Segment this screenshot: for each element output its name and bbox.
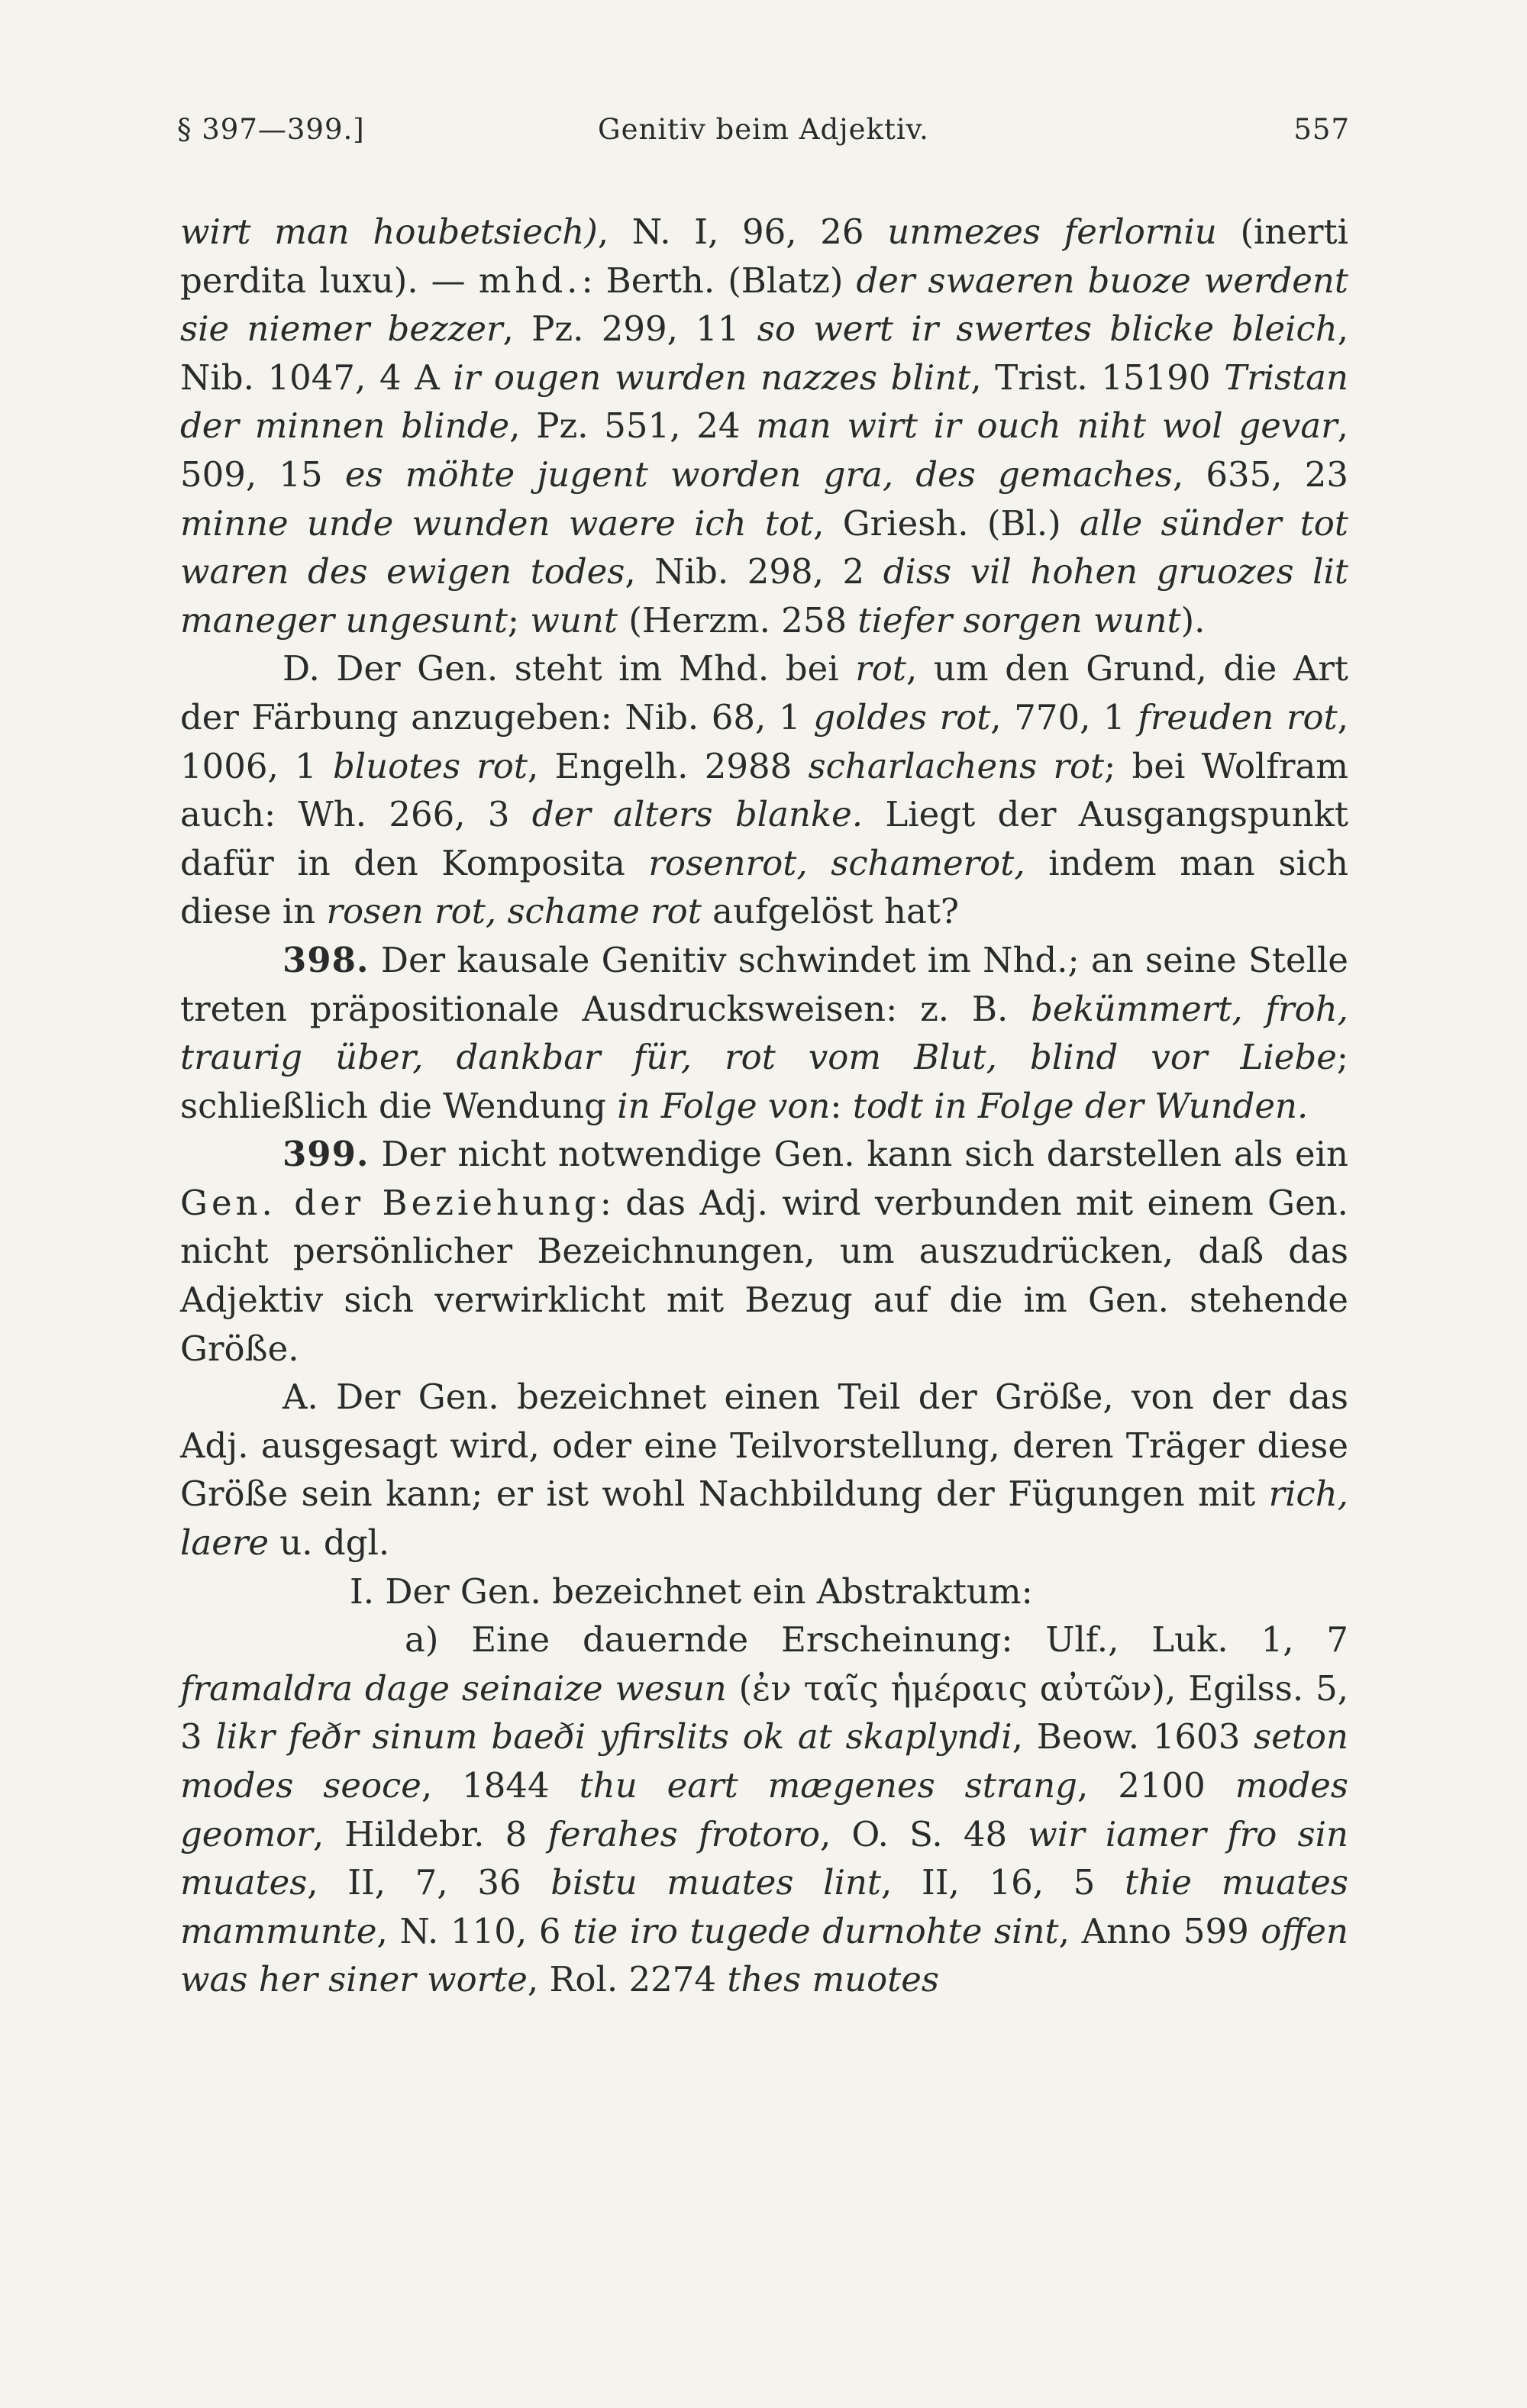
- citation-text: so wert ir swertes blicke bleich: [757, 308, 1338, 350]
- text-run: , 635, 23: [1172, 454, 1348, 495]
- citation-text: es möhte jugent worden gra, des gemaches: [344, 454, 1173, 495]
- page-body: [180, 208, 1348, 2004]
- citation-text: minne unde wunden waere ich tot: [180, 502, 814, 544]
- text-run: : das Adj. wird verbunden mit einem Gen. nicht persönlicher Bezeichnungen, um auszudrücken, daß das Adjektiv sich verwirklicht mit Bezug auf die im Gen. stehende Größe.: [180, 1182, 1348, 1369]
- text-run: , Engelh. 2988: [527, 745, 809, 786]
- citation-text: tie iro tugede durnohte sint: [573, 1910, 1059, 1951]
- text-run: :: [830, 1085, 853, 1126]
- text-run: : Berth. (Blatz): [581, 260, 857, 301]
- text-run: a) Eine dauernde Erscheinung: Ulf., Luk. 1, 7: [405, 1619, 1348, 1661]
- spaced-term: mhd.: [478, 260, 582, 301]
- paragraph-a: [180, 1373, 1348, 1567]
- section-number: 399.: [282, 1134, 370, 1175]
- text-run: (inerti perdita luxu). —: [180, 211, 1348, 301]
- text-run: , 770, 1: [990, 696, 1138, 738]
- citation-text: rosenrot, schamerot,: [648, 842, 1025, 883]
- citation-text: bistu muates lint: [550, 1862, 882, 1903]
- citation-text: Tristan der minnen blinde: [180, 357, 1348, 447]
- citation-text: modes geomor: [180, 1765, 1349, 1854]
- text-run: Der nicht notwendige Gen. kann sich darstellen als ein: [369, 1134, 1348, 1175]
- text-run: , um den Grund, die Art der Färbung anzugeben: Nib. 68, 1: [180, 648, 1348, 738]
- spaced-term: Gen. der Beziehung: [180, 1182, 600, 1223]
- text-run: , II, 7, 36: [307, 1862, 551, 1903]
- text-run: Liegt der Ausgangspunkt dafür in den Komposita: [180, 794, 1348, 883]
- citation-text: rosen rot, schame rot: [326, 891, 702, 932]
- text-run: u. dgl.: [269, 1522, 390, 1564]
- text-run: , N. 110, 6: [376, 1910, 573, 1951]
- citation-text: alle sünder tot waren des ewigen todes: [180, 502, 1348, 592]
- text-run: , Beow. 1603: [1012, 1716, 1254, 1758]
- section-399: [180, 1130, 1348, 1373]
- citation-text: diss vil hohen gruozes lit maneger ungesunt: [180, 551, 1348, 641]
- text-run: I. Der Gen. bezeichnet ein Abstraktum:: [350, 1570, 1033, 1612]
- page-number: 557: [1293, 113, 1350, 146]
- text-run: , 509, 15: [180, 405, 1348, 495]
- citation-text: wir iamer fro sin muates: [180, 1813, 1348, 1903]
- text-run: , Hildebr. 8: [312, 1813, 548, 1854]
- text-run: , Trist. 15190: [970, 357, 1225, 398]
- citation-text: wunt: [530, 599, 618, 641]
- text-run: Der kausale Genitiv schwindet im Nhd.; an seine Stelle treten präpositionale Ausdrucksweisen: z. B.: [180, 939, 1348, 1029]
- text-run: , O. S. 48: [819, 1813, 1028, 1854]
- text-run: indem man sich diese in: [180, 842, 1349, 932]
- text-run: , II, 16, 5: [881, 1862, 1125, 1903]
- citation-text: todt in Folge der Wunden.: [852, 1085, 1309, 1126]
- text-run: , Griesh. (Bl.): [813, 502, 1080, 544]
- text-run: (Herzm. 258: [617, 599, 858, 641]
- text-run: ;: [507, 599, 531, 641]
- text-run: ; bei Wolfram auch: Wh. 266, 3: [180, 745, 1348, 835]
- text-run: , Nib. 298, 2: [625, 551, 883, 592]
- citation-text: seton modes seoce: [180, 1716, 1349, 1806]
- running-title: Genitiv beim Adjektiv.: [598, 113, 929, 146]
- citation-text: der alters blanke.: [531, 794, 864, 835]
- paragraph-d: [180, 644, 1348, 936]
- citation-text: rot: [855, 648, 906, 689]
- text-run: , 1844: [421, 1765, 579, 1806]
- text-run: , Pz. 299, 11: [502, 308, 757, 350]
- citation-text: bekümmert, froh, traurig über, dankbar für, rot vom Blut, blind vor Liebe: [180, 988, 1348, 1078]
- text-run: , N. I, 96, 26: [597, 211, 888, 252]
- running-header: [177, 113, 1350, 159]
- text-run: , Rol. 2274: [527, 1959, 728, 2000]
- section-398: [180, 936, 1348, 1130]
- citation-text: freuden rot: [1138, 696, 1338, 738]
- text-run: A. Der Gen. bezeichnet einen Teil der Größe, von der das Adj. ausgesagt wird, oder eine Teilvorstellung, deren Träger diese Größe sein kann; er ist wohl Nachbildung der Fügungen mit: [180, 1377, 1348, 1515]
- citation-text: unmezes ferlorniu: [887, 211, 1217, 252]
- text-run: ; schließlich die Wendung: [180, 1037, 1348, 1126]
- citation-text: framaldra dage seinaize wesun: [180, 1667, 727, 1709]
- text-run: , Pz. 551, 24: [509, 405, 757, 447]
- text-run: , 2100: [1077, 1765, 1235, 1806]
- citation-text: rich, laere: [180, 1474, 1348, 1564]
- section-number: 398.: [282, 939, 370, 980]
- text-run: (ἐν ταῖς ἡμέραις αὐτῶν), Egilss. 5, 3: [180, 1667, 1349, 1758]
- text-run: D. Der Gen. steht im Mhd. bei: [282, 648, 856, 689]
- citation-text: thes muotes: [727, 1959, 939, 2000]
- citation-text: goldes rot: [813, 696, 991, 738]
- citation-text: bluotes rot: [332, 745, 528, 786]
- text-run: ).: [1180, 599, 1206, 641]
- paragraph-i: [180, 1567, 1348, 1616]
- text-run: aufgelöst hat?: [701, 891, 960, 932]
- citation-text: ir ougen wurden nazzes blint: [453, 357, 971, 398]
- citation-text: scharlachens rot: [808, 745, 1105, 786]
- citation-text: ferahes frotoro: [547, 1813, 820, 1854]
- paragraph-a-sub: [180, 1616, 1348, 2004]
- citation-text: man wirt ir ouch niht wol gevar: [756, 405, 1338, 447]
- text-run: , 1006, 1: [180, 696, 1349, 786]
- section-range: § 397—399.]: [177, 113, 365, 146]
- citation-text: tiefer sorgen wunt: [857, 599, 1181, 641]
- citation-text: thie muates mammunte: [180, 1862, 1348, 1951]
- citation-text: offen was her siner worte: [180, 1910, 1348, 2000]
- citation-text: likr feðr sinum baeði yfirslits ok at skaplyndi: [215, 1716, 1012, 1758]
- citation-text: der swaeren buoze werdent sie niemer bezzer: [180, 260, 1348, 350]
- citation-text: wirt man houbetsiech): [180, 211, 598, 252]
- paragraph-continuation: [180, 208, 1348, 644]
- citation-text: in Folge von: [617, 1085, 831, 1126]
- citation-text: thu eart mægenes strang: [579, 1765, 1077, 1806]
- text-run: , Nib. 1047, 4 A: [180, 308, 1348, 398]
- text-run: , Anno 599: [1058, 1910, 1261, 1951]
